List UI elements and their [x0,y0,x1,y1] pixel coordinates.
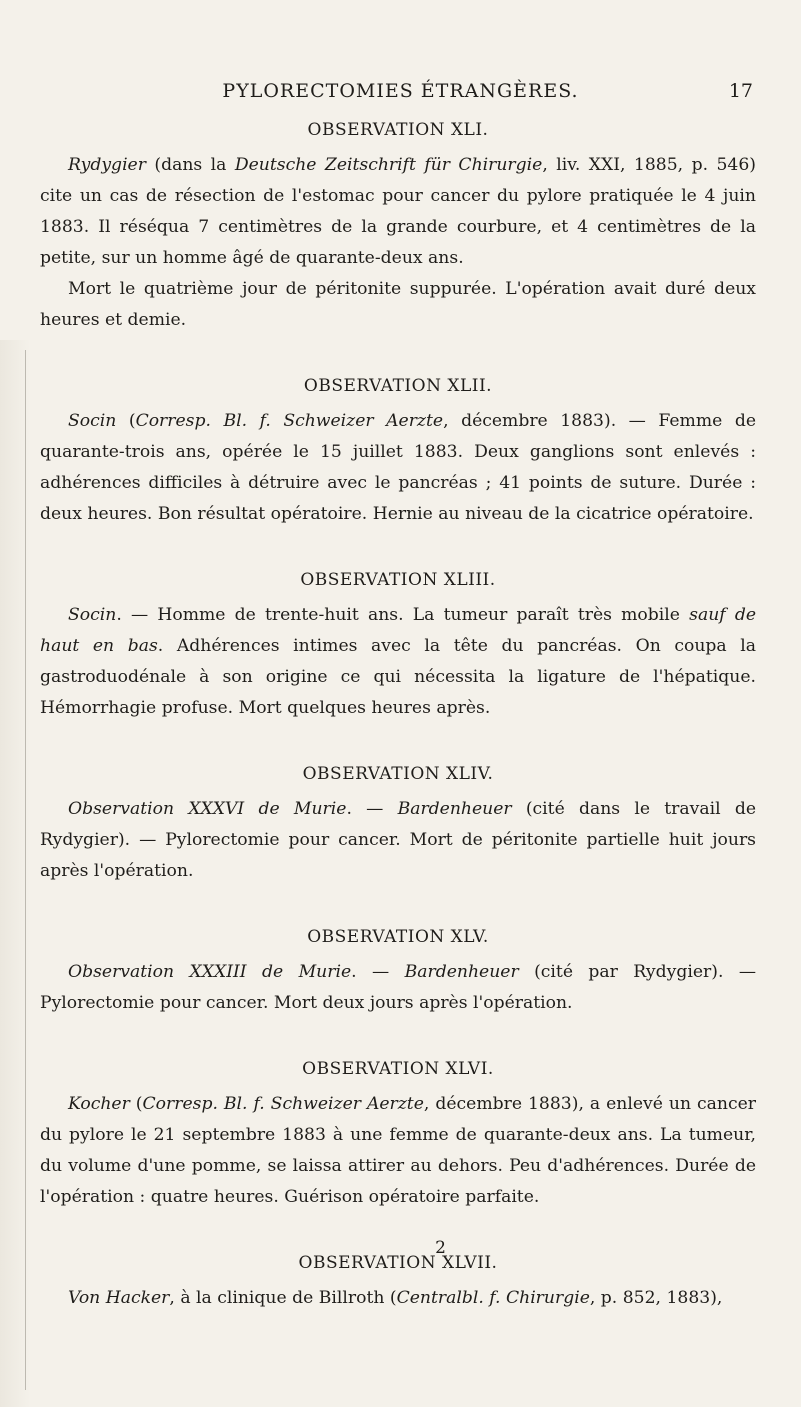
text-run: . Adhérences intimes avec la tête du pancréas. On coupa la gastroduodénale à son origine ce qui nécessita la ligature de l'hépatique. Hémorrhagie profuse. Mort quelques heures après. [40,636,756,718]
text-run: . — Homme de trente-huit ans. La tumeur paraît très mobile [116,605,690,625]
text-run: , décembre 1883), a enlevé un cancer du pylore le 21 septembre 1883 à une femme de quarante-deux ans. La tumeur, du volume d'une pomme, se laissa attirer au dehors. Peu d'adhérences. Durée de l'opération : quatre heures. Guérison opératoire parfaite. [40,1094,756,1207]
italic-text: Kocher [68,1094,130,1114]
observation-paragraph [40,1089,756,1213]
italic-text: Observation XXXVI de Murie [68,799,347,819]
observations-list [40,120,756,1314]
section-gap [40,336,756,376]
observation-paragraph [40,600,756,724]
italic-text: Von Hacker [68,1288,170,1308]
italic-text: Socin [68,411,117,431]
text-run: (cité par Rydygier). — Pylorectomie pour cancer. Mort deux jours après l'opération. [40,962,757,1013]
italic-text: Centralbl. f. Chirurgie [396,1288,590,1308]
italic-text: Bardenheuer [404,962,519,982]
observation-2 [40,376,756,530]
observation-body [40,406,756,530]
text-run: , décembre 1883). — Femme de quarante-trois ans, opérée le 15 juillet 1883. Deux ganglions sont enlevés : adhérences difficiles à détruire avec le pancréas ; 41 points de suture. Durée : deux heures. Bon résultat opératoire. Hernie au niveau de la cicatrice opératoire. [40,411,757,524]
observation-body [40,150,756,336]
observation-7 [40,1253,756,1314]
observation-5 [40,927,756,1019]
italic-text: Corresp. Bl. f. Schweizer Aerzte [142,1094,424,1114]
text-run: (cité dans le travail de Rydygier). — Pylorectomie pour cancer. Mort de péritonite partielle huit jours après l'opération. [40,799,757,881]
italic-text: sauf de haut en bas [40,605,756,656]
observation-paragraph [40,1283,756,1314]
text-run: , liv. XXI, 1885, p. 546) cite un cas de résection de l'estomac pour cancer du pylore pratiquée le 4 juin 1883. Il réséqua 7 centimètres de la grande courbure, et 4 centimètres de la petite, sur un homme âgé de quarante-deux ans. [40,155,756,268]
section-gap [40,530,756,570]
observation-body [40,600,756,724]
section-gap [40,724,756,764]
observation-body [40,1283,756,1314]
page-number: 17 [728,80,753,102]
observation-title: OBSERVATION XLVII. [298,1253,498,1273]
observation-title: OBSERVATION XLVI. [302,1059,494,1079]
observation-title: OBSERVATION XLI. [307,120,489,140]
text-run: (dans la [145,155,235,175]
observation-1 [40,120,756,336]
section-gap [40,887,756,927]
observation-title: OBSERVATION XLIII. [300,570,496,590]
observation-3 [40,570,756,724]
observation-6 [40,1059,756,1213]
observation-paragraph [40,406,756,530]
signature-mark: 2 [435,1238,446,1258]
text-run: . — [346,799,398,819]
observation-title: OBSERVATION XLII. [303,376,493,396]
observation-4 [40,764,756,887]
observation-body [40,1089,756,1213]
italic-text: Deutsche Zeitschrift für Chirurgie [234,155,543,175]
binding-line [25,350,26,1390]
text-run: . — [351,962,405,982]
running-title: PYLORECTOMIES ÉTRANGÈRES. [222,80,579,102]
text-run: ( [116,411,136,431]
observation-title: OBSERVATION XLV. [307,927,489,947]
italic-text: Corresp. Bl. f. Schweizer Aerzte [135,411,444,431]
observation-paragraph [40,957,756,1019]
italic-text: Rydygier [68,155,146,175]
text-run: , à la clinique de Billroth ( [169,1288,397,1308]
text-run: ( [129,1094,143,1114]
observation-title: OBSERVATION XLIV. [302,764,494,784]
observation-paragraph [40,274,756,336]
observation-body [40,794,756,887]
section-gap [40,1019,756,1059]
text-run: , p. 852, 1883), [589,1288,723,1308]
observation-paragraph [40,150,756,274]
italic-text: Socin [68,605,117,625]
italic-text: Observation XXXIII de Murie [68,962,352,982]
italic-text: Bardenheuer [397,799,512,819]
text-run: Mort le quatrième jour de péritonite suppurée. L'opération avait duré deux heures et demie. [40,279,756,330]
observation-body [40,957,756,1019]
running-head [0,80,801,108]
observation-paragraph [40,794,756,887]
